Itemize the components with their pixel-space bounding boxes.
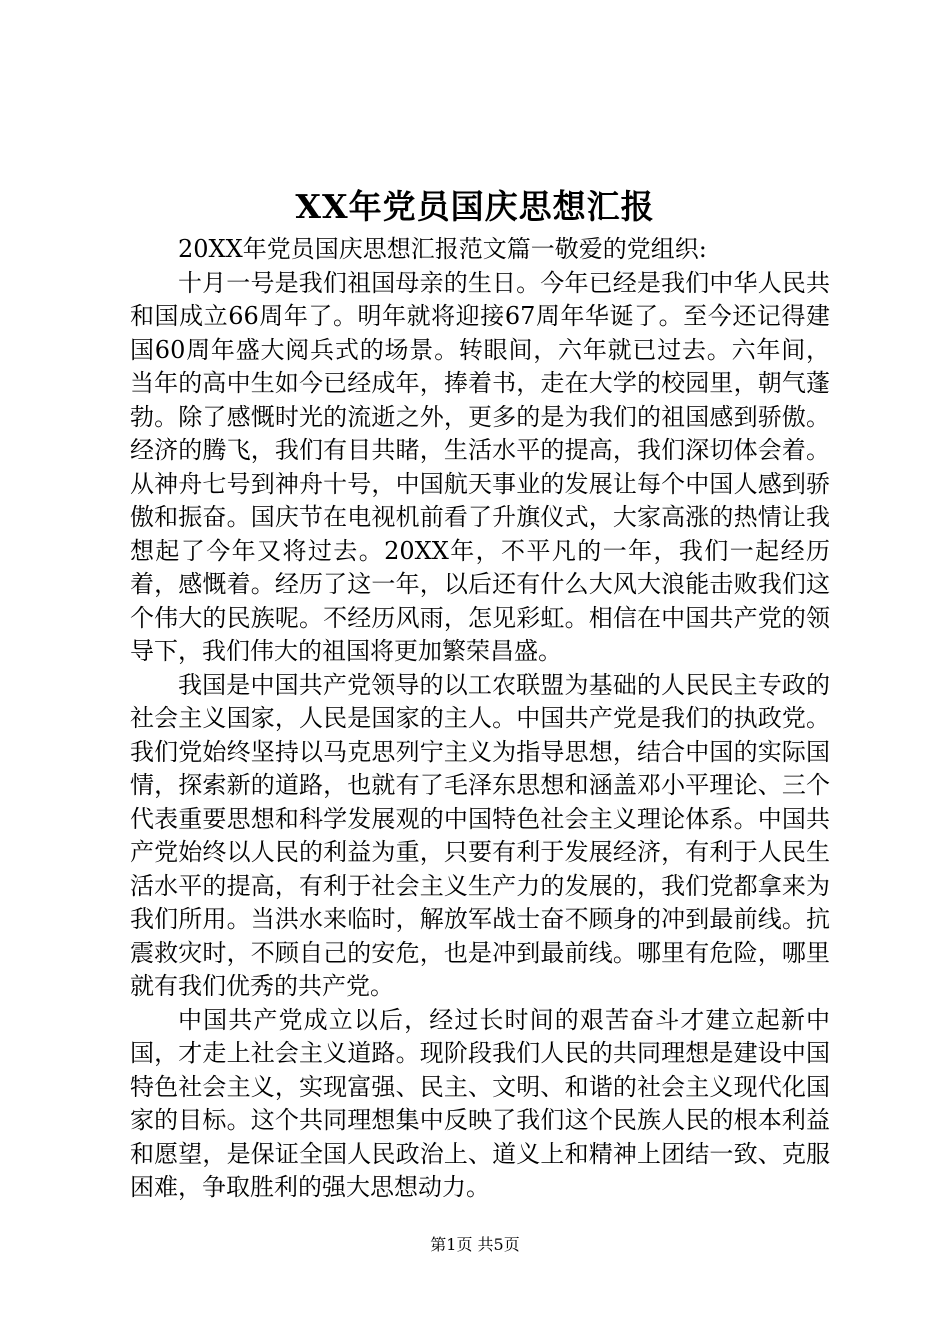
paragraph-national-day: 十月一号是我们祖国母亲的生日。今年已经是我们中华人民共和国成立66周年了。明年就将迎接67周年华诞了。至今还记得建国60周年盛大阅兵式的场景。转眼间，六年就已过去。六年间，当年的高中生如今已经成年，捧着书，走在大学的校园里，朝气蓬勃。除了感慨时光的流逝之外，更多的是为我们的祖国感到骄傲。经济的腾飞，我们有目共睹，生活水平的提高，我们深切体会着。从神舟七号到神舟十号，中国航天事业的发展让每个中国人感到骄傲和振奋。国庆节在电视机前看了升旗仪式，大家高涨的热情让我想起了今年又将过去。20XX年，不平凡的一年，我们一起经历着，感慨着。经历了这一年，以后还有什么大风大浪能击败我们这个伟大的民族呢。不经历风雨，怎见彩虹。相信在中国共产党的领导下，我们伟大的祖国将更加繁荣昌盛。 <box>130 268 830 665</box>
document-title: XX年党员国庆思想汇报 <box>295 187 655 226</box>
paragraph-party-leadership: 我国是中国共产党领导的以工农联盟为基础的人民民主专政的社会主义国家，人民是国家的主人。中国共产党是我们的执政党。我们党始终坚持以马克思列宁主义为指导思想，结合中国的实际国情，探索新的道路，也就有了毛泽东思想和涵盖邓小平理论、三个代表重要思想和科学发展观的中国特色社会主义理论体系。中国共产党始终以人民的利益为重，只要有利于发展经济，有利于人民生活水平的提高，有利于社会主义生产力的发展的，我们党都拿来为我们所用。当洪水来临时，解放军战士奋不顾身的冲到最前线。抗震救灾时，不顾自己的安危，也是冲到最前线。哪里有危险，哪里就有我们优秀的共产党。 <box>130 670 830 1000</box>
paragraph-common-ideal: 中国共产党成立以后，经过长时间的艰苦奋斗才建立起新中国，才走上社会主义道路。现阶段我们人民的共同理想是建设中国特色社会主义，实现富强、民主、文明、和谐的社会主义现代化国家的目标。这个共同理想集中反映了我们这个民族人民的根本利益和愿望，是保证全国人民政治上、道义上和精神上团结一致、克服困难，争取胜利的强大思想动力。 <box>130 1005 830 1201</box>
paragraph-intro: 20XX年党员国庆思想汇报范文篇一敬爱的党组织: <box>178 235 707 263</box>
document-body <box>130 233 830 1205</box>
page-footer: 第1页 共5页 <box>430 1235 520 1254</box>
